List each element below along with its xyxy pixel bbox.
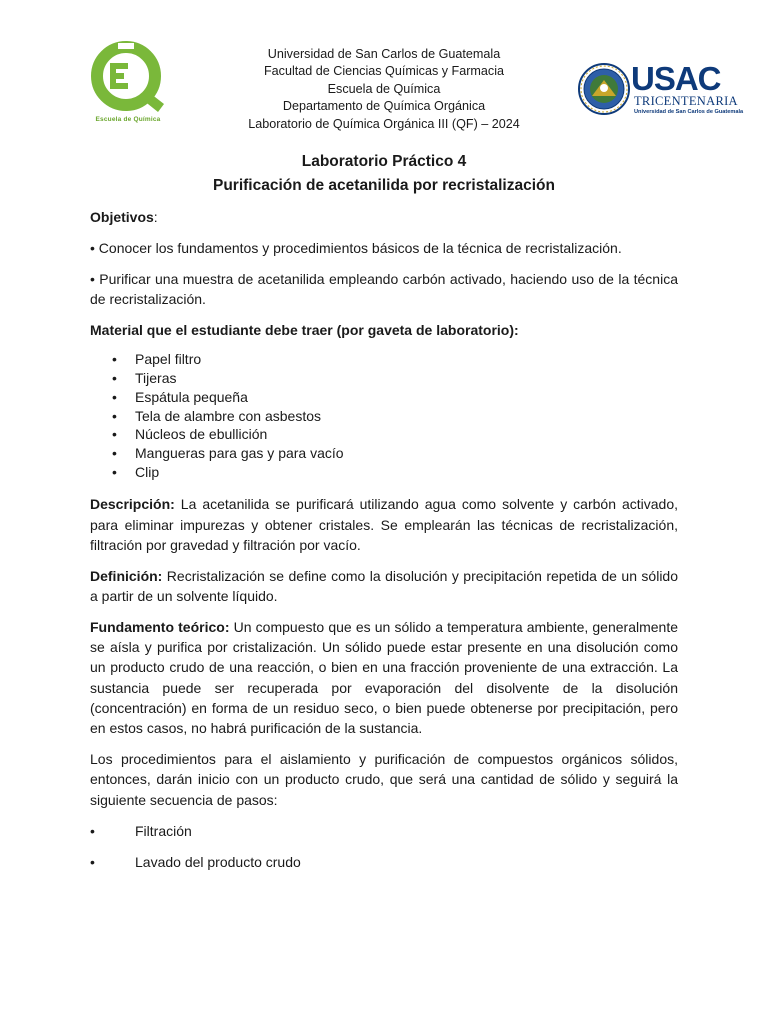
institution-line: Universidad de San Carlos de Guatemala <box>267 47 501 61</box>
institution-line: Laboratorio de Química Orgánica III (QF) – 2024 <box>248 116 520 131</box>
bullet-icon: • <box>90 822 95 839</box>
step-item: Lavado del producto crudo <box>135 853 301 870</box>
document-header <box>0 0 768 140</box>
objectives-label: Objetivos <box>90 209 154 225</box>
bullet-icon: • <box>112 370 117 387</box>
list-item <box>90 369 678 388</box>
document-titles <box>90 150 678 198</box>
material-item: Tijeras <box>135 370 177 387</box>
list-item <box>90 444 678 463</box>
procedures-paragraph: Los procedimientos para el aislamiento y purificación de compuestos orgánicos sólidos, entonces, darán inicio con un producto crudo, que será una cantidad de sólido y seguirá la siguiente secuencia de pasos: <box>90 751 678 808</box>
bullet-icon: • <box>112 351 117 368</box>
theory-text: Un compuesto que es un sólido a temperatura ambiente, generalmente se aísla y purifica por cristalización. Un sólido puede estar presente en una disolución como un producto crudo de una reacción, o bien en una fracción proveniente de una extracción. La sustancia puede ser recuperada por evaporación del disolvente de la disolución (concentración) en forma de un residuo seco, o bien puede obtenerse por precipitación, pero en estos casos, no habrá purificación de la sustancia. <box>90 618 679 737</box>
materials-label: Material que el estudiante debe traer (por gaveta de laboratorio): <box>90 321 519 338</box>
usac-tricentenaria: TRICENTENARIA <box>634 94 738 108</box>
usac-logo <box>577 60 744 120</box>
usac-seal-icon <box>577 62 631 116</box>
document-body <box>90 207 678 883</box>
eq-logo-icon <box>88 40 168 116</box>
usac-tagline: Universidad de San Carlos de Guatemala <box>634 109 744 115</box>
usac-wordmark: USAC <box>631 60 721 97</box>
bullet-icon: • <box>112 388 117 405</box>
description-text: La acetanilida se purificará utilizando agua como solvente y carbón activado, para eliminar impurezas y obtener cristales. Se emplearán las técnicas de recristalización, filtración por gravedad y filtración por vacío. <box>90 496 678 553</box>
list-item <box>90 350 678 369</box>
material-item: Papel filtro <box>135 351 202 368</box>
list-item <box>90 388 678 407</box>
material-item: Espátula pequeña <box>135 388 248 405</box>
document-title: Purificación de acetanilida por recristalización <box>213 177 555 194</box>
objective-item: • Conocer los fundamentos y procedimientos básicos de la técnica de recristalización. <box>90 239 622 256</box>
eq-logo-caption: Escuela de Química <box>95 116 161 123</box>
bullet-icon: • <box>112 407 117 424</box>
lab-number-title: Laboratorio Práctico 4 <box>301 153 467 170</box>
material-item: Mangueras para gas y para vacío <box>135 445 344 461</box>
bullet-icon: • <box>112 463 117 480</box>
list-item <box>90 425 678 444</box>
list-item <box>90 407 678 426</box>
objective-item: • Purificar una muestra de acetanilida empleando carbón activado, haciendo uso de la técnica de recristalización. <box>90 270 678 307</box>
theory-label: Fundamento teórico: <box>90 618 230 635</box>
list-item <box>90 821 678 841</box>
institution-line: Departamento de Química Orgánica <box>282 99 486 114</box>
bullet-icon: • <box>90 853 95 870</box>
escuela-quimica-logo <box>88 40 168 130</box>
institution-block <box>218 46 550 133</box>
definition-label: Definición: <box>90 567 163 584</box>
theory-paragraph <box>90 617 678 739</box>
material-item: Clip <box>135 463 160 480</box>
list-item <box>90 852 678 872</box>
materials-list <box>90 350 678 481</box>
bullet-icon: • <box>112 426 117 443</box>
institution-line: Facultad de Ciencias Químicas y Farmacia <box>263 64 505 79</box>
bullet-icon: • <box>112 445 117 461</box>
material-item: Tela de alambre con asbestos <box>135 407 321 424</box>
institution-line: Escuela de Química <box>327 81 441 96</box>
materials-heading <box>90 320 678 340</box>
step-item: Filtración <box>135 822 192 839</box>
material-item: Núcleos de ebullición <box>135 426 268 443</box>
list-item <box>90 463 678 482</box>
steps-list <box>90 821 678 872</box>
definition-text: Recristalización se define como la disolución y precipitación repetida de un sólido a partir de un solvente líquido. <box>90 567 679 605</box>
description-paragraph <box>90 494 678 555</box>
definition-paragraph <box>90 566 678 607</box>
objectives-heading: Objetivos: <box>90 209 158 225</box>
description-label: Descripción: <box>90 496 175 513</box>
